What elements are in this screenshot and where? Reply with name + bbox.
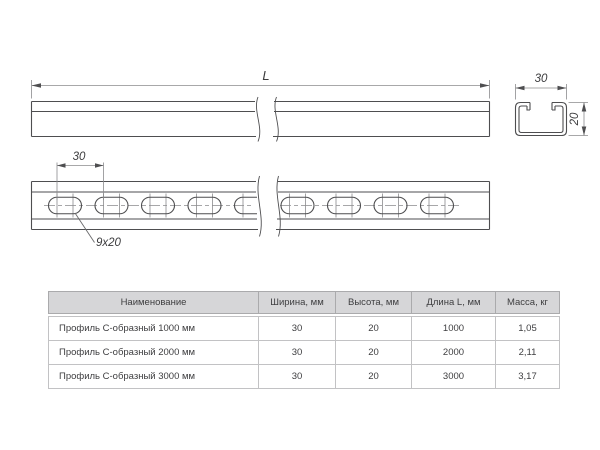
cell-height: 20 [336, 365, 412, 389]
side-view [32, 97, 490, 142]
length-dimension [32, 68, 490, 99]
cell-name: Профиль С-образный 2000 мм [49, 341, 259, 365]
table-row [49, 341, 560, 365]
cell-length: 1000 [412, 317, 496, 341]
cell-width: 30 [259, 341, 336, 365]
cross-section-view [516, 103, 567, 136]
section-height-label: 20 [569, 112, 581, 126]
header-width: Ширина, мм [259, 292, 336, 314]
header-name: Наименование [49, 292, 259, 314]
slot-size-callout [75, 213, 122, 249]
slot-pitch-dimension [57, 151, 104, 200]
cell-mass: 3,17 [496, 365, 560, 389]
break-lines-hole-view [258, 176, 280, 237]
cell-width: 30 [259, 365, 336, 389]
header-mass: Масса, кг [496, 292, 560, 314]
cell-width: 30 [259, 317, 336, 341]
cell-mass: 2,11 [496, 341, 560, 365]
break-lines-side-view [256, 97, 278, 142]
cell-length: 3000 [412, 365, 496, 389]
section-width-label: 30 [534, 73, 548, 85]
table-header-row [49, 292, 560, 314]
slot-size-label: 9x20 [96, 237, 121, 249]
header-length: Длина L, мм [412, 292, 496, 314]
section-width-dimension [516, 73, 567, 100]
header-height: Высота, мм [336, 292, 412, 314]
table-row [49, 365, 560, 389]
spec-table [48, 291, 560, 389]
cell-name: Профиль С-образный 3000 мм [49, 365, 259, 389]
cell-name: Профиль С-образный 1000 мм [49, 317, 259, 341]
table-row [49, 317, 560, 341]
section-height-dimension [569, 103, 589, 136]
cell-height: 20 [336, 341, 412, 365]
cell-length: 2000 [412, 341, 496, 365]
length-dimension-label: L [262, 68, 270, 83]
slot-pitch-label: 30 [72, 151, 86, 163]
cell-height: 20 [336, 317, 412, 341]
cell-mass: 1,05 [496, 317, 560, 341]
